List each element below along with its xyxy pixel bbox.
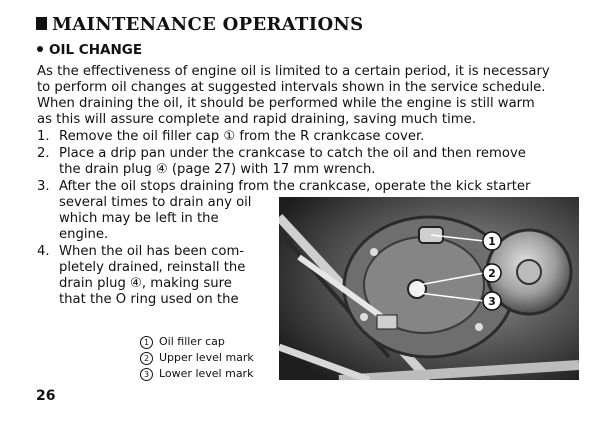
step-text: which may be left in the	[59, 211, 219, 226]
page-number: 26	[36, 388, 56, 404]
sub-heading	[37, 42, 142, 58]
step-number: 4.	[37, 244, 50, 259]
step-number: 1.	[37, 129, 50, 144]
step-number: 2.	[37, 146, 50, 161]
callout-2	[483, 264, 501, 282]
legend-mark: 3	[140, 368, 153, 381]
legend-text: Oil filler cap	[159, 335, 225, 348]
legend-mark: 2	[140, 352, 153, 365]
legend-item	[140, 334, 225, 349]
step-text: the drain plug ④ (page 27) with 17 mm wrench.	[59, 162, 376, 177]
step-text: Remove the oil filler cap ① from the R crankcase cover.	[59, 129, 425, 144]
intro-line: As the effectiveness of engine oil is limited to a certain period, it is necessary	[37, 64, 550, 79]
callout-label: 1	[488, 235, 496, 248]
step-text: several times to drain any oil	[59, 195, 252, 210]
step-text: When the oil has been com-	[59, 244, 245, 259]
legend-item	[140, 350, 254, 365]
legend-mark: 1	[140, 336, 153, 349]
intro-line: When draining the oil, it should be performed while the engine is still warm	[37, 96, 535, 111]
step-text: that the O ring used on the	[59, 292, 239, 307]
square-bullet-icon	[36, 17, 47, 30]
step-text: engine.	[59, 227, 109, 242]
step-text: drain plug ④, making sure	[59, 276, 232, 291]
callout-label: 3	[488, 295, 496, 308]
section-heading-text: MAINTENANCE OPERATIONS	[52, 14, 364, 35]
legend-text: Lower level mark	[159, 367, 254, 380]
intro-line: as this will assure complete and rapid draining, saving much time.	[37, 112, 476, 127]
intro-line: to perform oil changes at suggested intervals shown in the service schedule.	[37, 80, 546, 95]
engine-photo	[279, 197, 579, 380]
sub-heading-text: OIL CHANGE	[49, 42, 143, 58]
step-number: 3.	[37, 179, 50, 194]
dot-bullet-icon	[37, 46, 43, 52]
step-text: Place a drip pan under the crankcase to catch the oil and then remove	[59, 146, 526, 161]
callout-3	[483, 292, 501, 310]
step-text: After the oil stops draining from the crankcase, operate the kick starter	[59, 179, 531, 194]
callout-label: 2	[488, 267, 496, 280]
step-text: pletely drained, reinstall the	[59, 260, 246, 275]
legend-text: Upper level mark	[159, 351, 254, 364]
legend-item	[140, 366, 253, 381]
section-heading	[36, 14, 363, 35]
callout-1	[483, 232, 501, 250]
